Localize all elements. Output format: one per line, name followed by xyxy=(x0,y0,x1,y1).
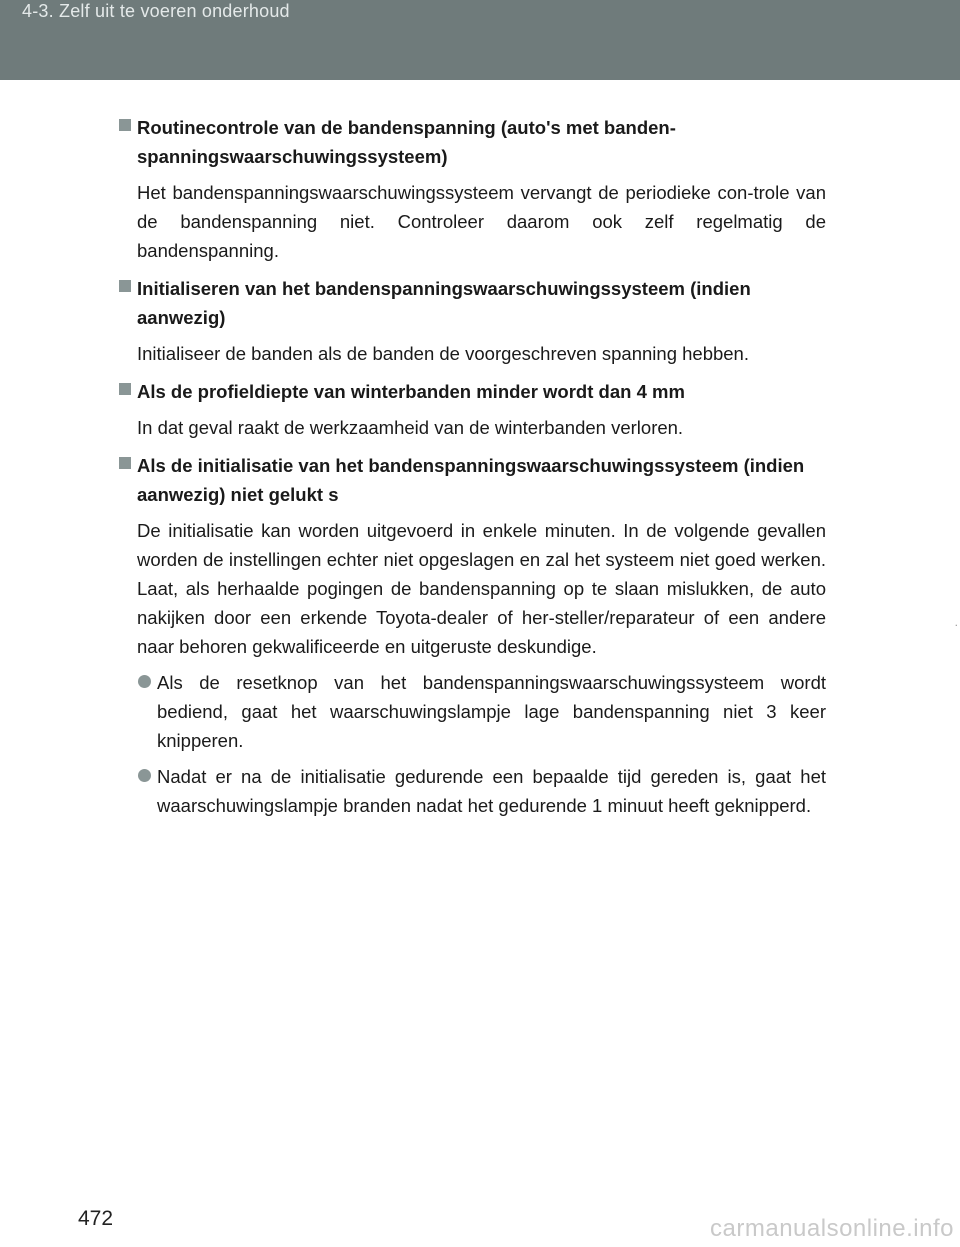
section-paragraph: Het bandenspanningswaarschuwingssysteem vervangt de periodieke con-trole van de bandenspanning niet. Controleer daarom ook zelf regelmatig de bandenspanning. xyxy=(137,182,826,261)
round-bullet-icon xyxy=(138,769,151,782)
section-routine-check xyxy=(120,113,826,265)
section-paragraph: In dat geval raakt de werkzaamheid van de winterbanden verloren. xyxy=(137,417,684,438)
section-initialization-failed xyxy=(120,451,826,820)
list-item-text: Nadat er na de initialisatie gedurende een bepaalde tijd gereden is, gaat het waarschuwingslampje branden nadat het gedurende 1 minuut heeft geknipperd. xyxy=(157,766,826,816)
section-tread-depth xyxy=(120,377,826,442)
section-initialize xyxy=(120,274,826,368)
square-bullet-icon xyxy=(119,457,131,469)
page-content xyxy=(120,113,826,820)
round-bullet-icon xyxy=(138,675,151,688)
square-bullet-icon xyxy=(119,280,131,292)
section-heading: Initialiseren van het bandenspanningswaarschuwingssysteem (indien aanwezig) xyxy=(137,278,751,328)
list-item-text: Als de resetknop van het bandenspanningswaarschuwingssysteem wordt bediend, gaat het waarschuwingslampje lage bandenspanning niet 3 keer knipperen. xyxy=(157,672,826,751)
section-heading: Routinecontrole van de bandenspanning (auto's met banden-spanningswaarschuwingssysteem) xyxy=(137,117,676,167)
list-item xyxy=(137,762,826,820)
page-header xyxy=(0,0,960,80)
section-heading: Als de profieldiepte van winterbanden minder wordt dan 4 mm xyxy=(137,381,685,402)
list-item xyxy=(137,668,826,755)
watermark: carmanualsonline.info xyxy=(710,1215,954,1242)
page-number: 472 xyxy=(78,1207,114,1230)
section-paragraph: De initialisatie kan worden uitgevoerd in enkele minuten. In de volgende gevallen worden de instellingen echter niet opgeslagen en zal het systeem niet goed werken. Laat, als herhaalde pogingen de bandenspanning op te slaan mislukken, de auto nakijken door een erkende Toyota-dealer of her-steller/reparateur of een andere naar behoren gekwalificeerde en uitgeruste deskundige. xyxy=(137,520,826,657)
section-paragraph: Initialiseer de banden als de banden de voorgeschreven spanning hebben. xyxy=(137,343,749,364)
square-bullet-icon xyxy=(119,383,131,395)
square-bullet-icon xyxy=(119,119,131,131)
chapter-title: 4-3. Zelf uit te voeren onderhoud xyxy=(22,1,290,21)
section-heading: Als de initialisatie van het bandenspanningswaarschuwingssysteem (indien aanwezig) niet gelukt s xyxy=(137,455,805,505)
margin-mark: . xyxy=(954,615,958,629)
